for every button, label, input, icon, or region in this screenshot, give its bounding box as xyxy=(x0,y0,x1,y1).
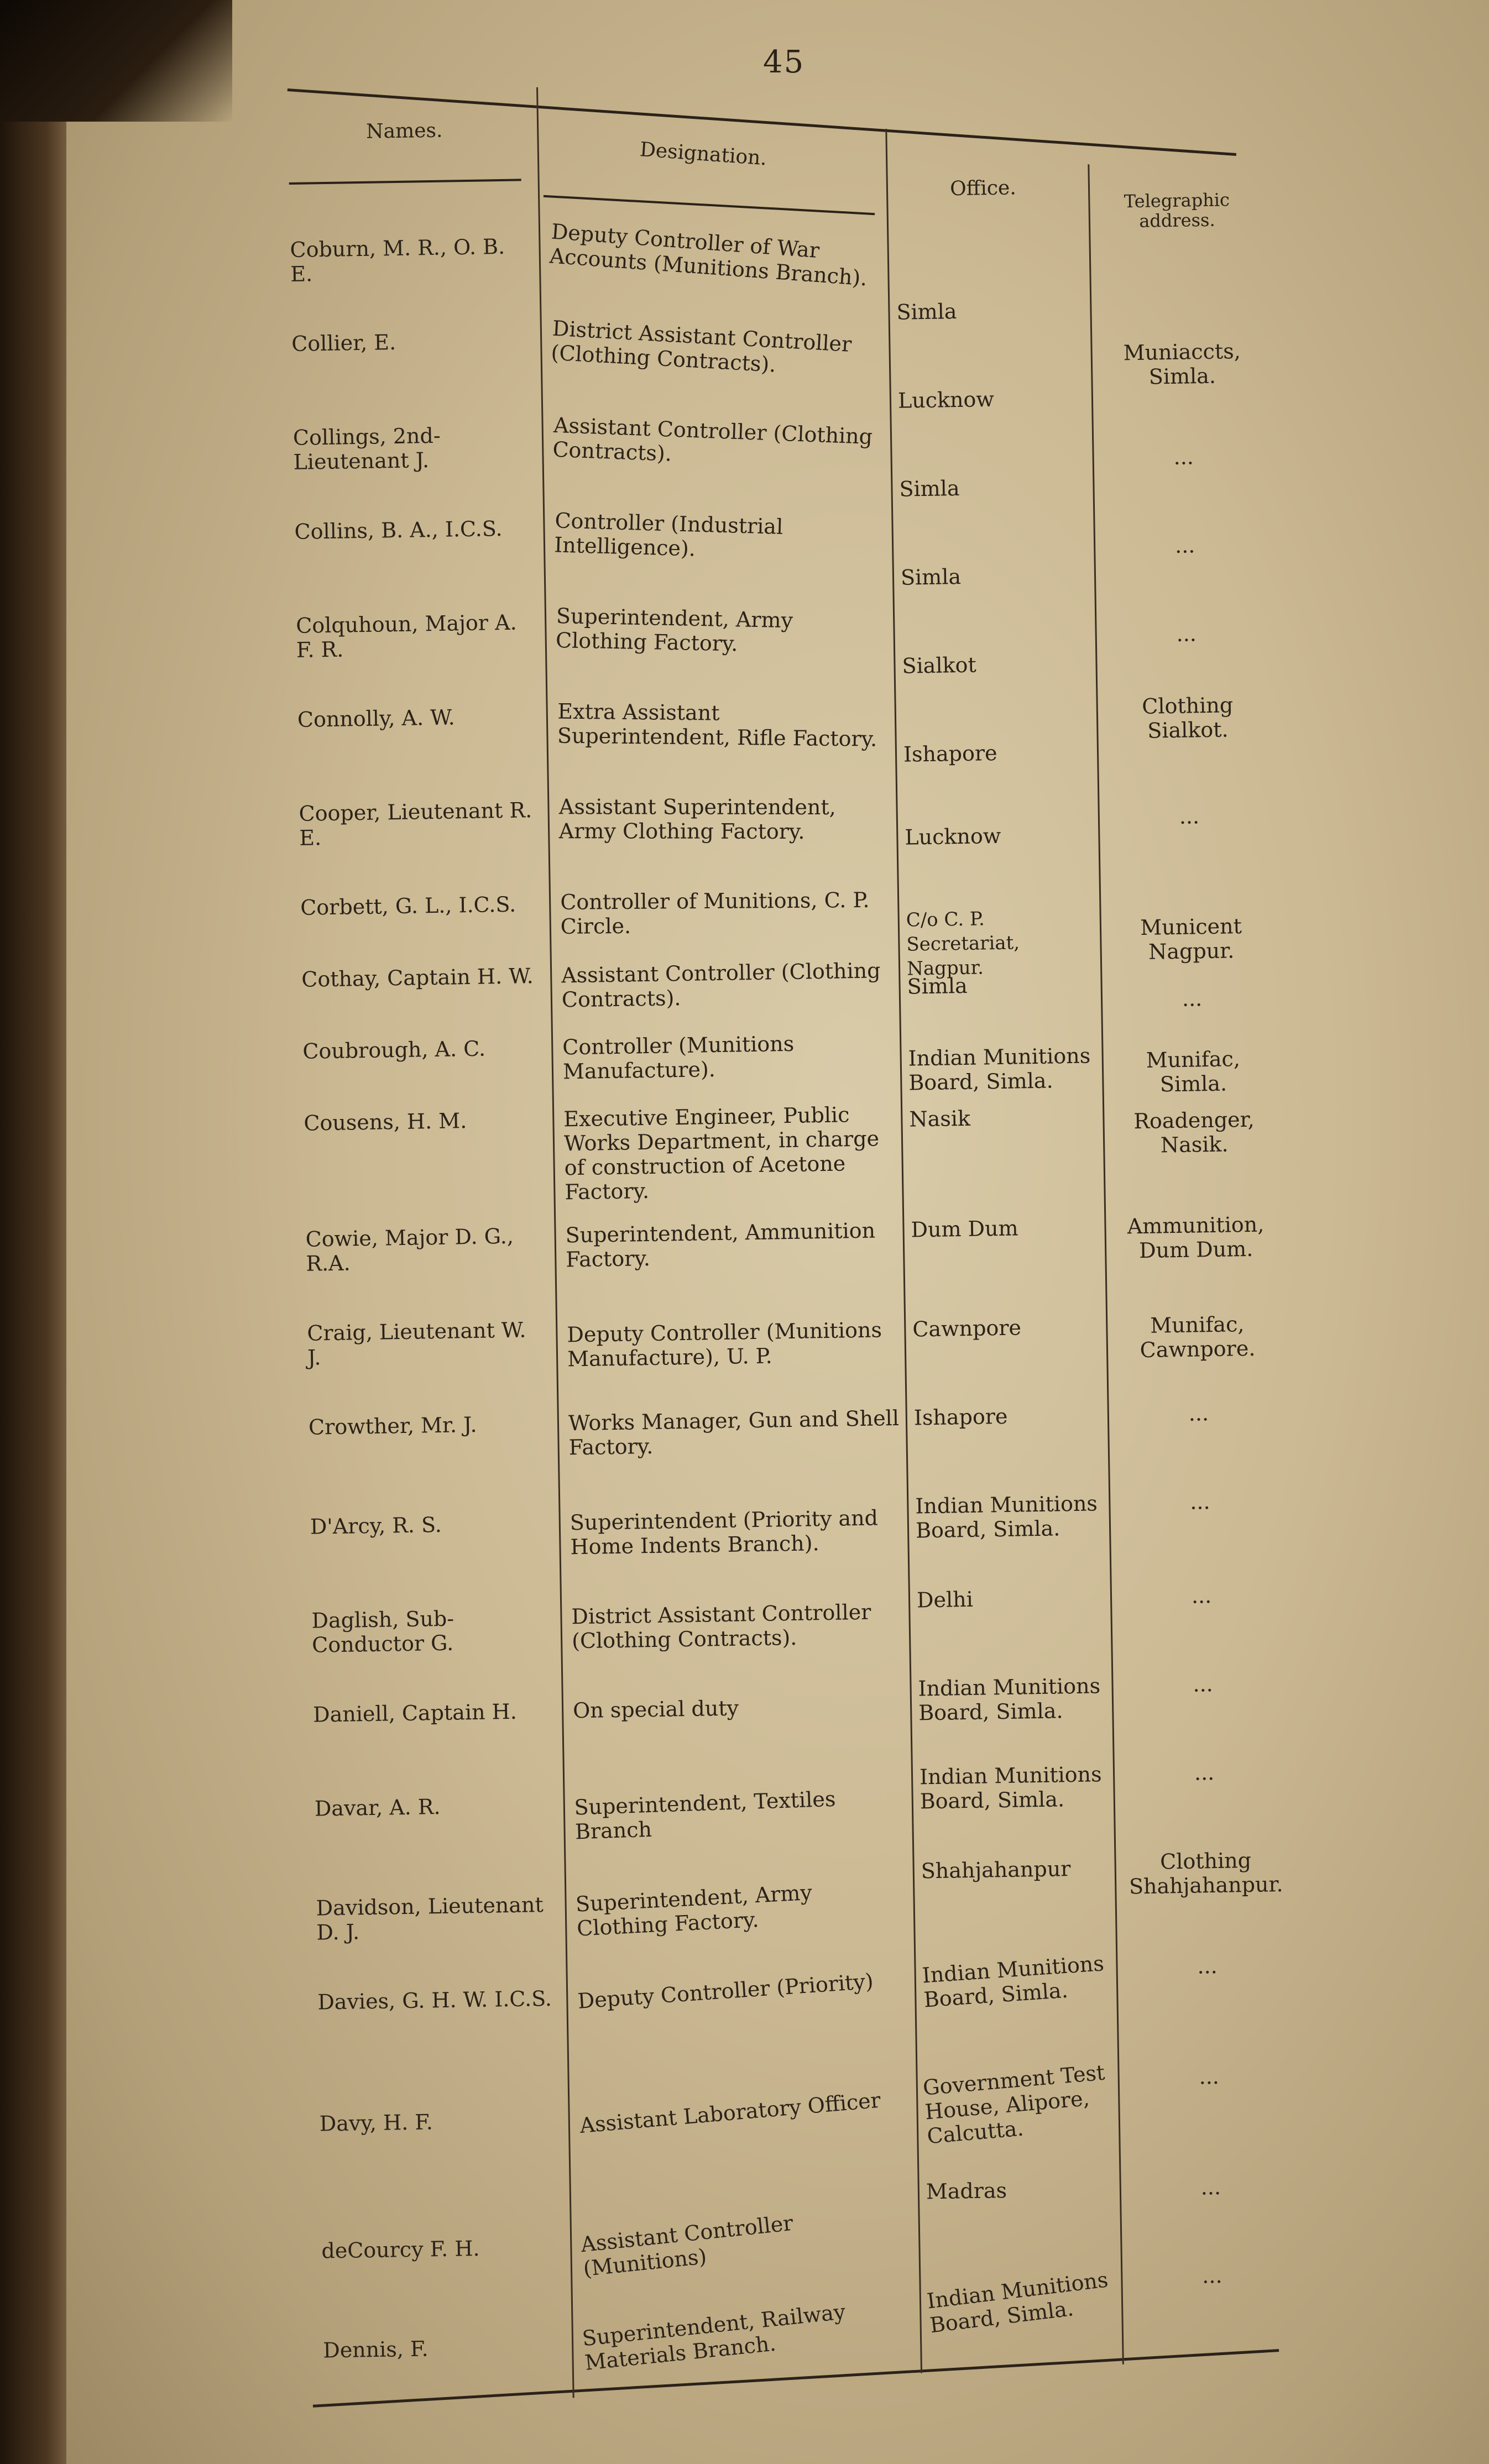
table-row xyxy=(292,411,1255,501)
row-designation: On special duty xyxy=(572,1696,739,1723)
row-office: Simla xyxy=(896,299,957,325)
row-designation: Controller (Industrial Intelligence). xyxy=(553,508,783,561)
row-telegraphic: ... xyxy=(1176,621,1197,646)
table-row xyxy=(304,1096,1266,1205)
row-telegraphic: Clothing Shahjahanpur. xyxy=(1128,1848,1283,1899)
row-designation: Works Manager, Gun and Shell Factory. xyxy=(568,1405,900,1460)
header-names: Names. xyxy=(365,119,443,143)
table-row xyxy=(312,1671,1274,1727)
row-telegraphic: Ammunition, Dum Dum. xyxy=(1127,1212,1265,1263)
header-office: Office. xyxy=(949,176,1017,201)
row-telegraphic: ... xyxy=(1191,1583,1212,1608)
table-row xyxy=(319,2060,1281,2149)
row-office: Indian Munitions Board, Simla. xyxy=(908,1043,1091,1095)
row-office: Government Test House, Alipore, Calcutta. xyxy=(922,2060,1106,2149)
page-number: 45 xyxy=(763,44,805,80)
row-designation: Superintendent, Textiles Branch xyxy=(573,1786,836,1844)
row-designation: Assistant Controller (Clothing Contracts). xyxy=(552,412,873,466)
row-name: Coburn, M. R., O. B. E. xyxy=(290,234,505,286)
header-telegraphic: Telegraphic address. xyxy=(1124,189,1230,232)
row-designation: Deputy Controller (Munitions Manufacture), U. P. xyxy=(567,1317,882,1372)
row-office: Nasik xyxy=(909,1106,971,1132)
row-telegraphic: ... xyxy=(1179,804,1200,829)
row-name: Collins, B. A., I.C.S. xyxy=(294,516,503,544)
row-name: Connolly, A. W. xyxy=(297,705,456,732)
row-telegraphic: Munifac, Cawnpore. xyxy=(1140,1312,1256,1363)
row-designation: Deputy Controller of War Accounts (Munitions Branch). xyxy=(548,219,868,291)
row-designation: Superintendent (Priority and Home Indents Branch). xyxy=(570,1505,879,1560)
table-row xyxy=(305,1212,1267,1276)
row-designation: Assistant Controller (Clothing Contracts). xyxy=(561,958,881,1012)
table-row xyxy=(297,693,1260,767)
row-designation: Superintendent, Army Clothing Factory. xyxy=(555,604,793,656)
row-designation: Controller of Munitions, C. P. Circle. xyxy=(560,887,870,939)
row-designation: Controller (Munitions Manufacture). xyxy=(562,1031,795,1084)
table-row xyxy=(315,1848,1283,1945)
row-designation: Assistant Laboratory Officer xyxy=(578,2088,882,2138)
row-office: Simla xyxy=(899,475,960,501)
table-row xyxy=(322,2262,1284,2376)
row-telegraphic: Munifac, Simla. xyxy=(1146,1047,1241,1097)
row-designation: District Assistant Controller (Clothing Contracts). xyxy=(571,1599,871,1654)
row-name: Cothay, Captain H. W. xyxy=(301,964,534,992)
row-telegraphic: ... xyxy=(1199,2064,1220,2089)
table-row xyxy=(321,2174,1283,2282)
row-telegraphic: ... xyxy=(1197,1954,1218,1979)
row-telegraphic: ... xyxy=(1173,444,1194,469)
row-name: Davies, G. H. W. I.C.S. xyxy=(317,1986,552,2015)
row-office: Indian Munitions Board, Simla. xyxy=(921,1951,1105,2012)
book-corner-shadow xyxy=(0,0,232,122)
row-name: Davar, A. R. xyxy=(314,1795,441,1821)
header-designation: Designation. xyxy=(639,138,768,170)
row-office: Shahjahanpur xyxy=(921,1856,1071,1884)
row-office: Dum Dum xyxy=(911,1216,1018,1242)
row-designation: Extra Assistant Superintendent, Rifle Factory. xyxy=(557,699,877,751)
row-telegraphic: Clothing Sialkot. xyxy=(1141,693,1234,743)
row-telegraphic: ... xyxy=(1200,2174,1221,2200)
row-office: Madras xyxy=(926,2178,1007,2204)
row-name: Corbett, G. L., I.C.S. xyxy=(300,892,516,920)
row-name: Daniell, Captain H. xyxy=(312,1699,518,1727)
row-telegraphic: ... xyxy=(1174,533,1195,558)
row-name: Davy, H. F. xyxy=(319,2110,433,2136)
row-designation: Assistant Superintendent, Army Clothing Factory. xyxy=(558,794,836,844)
row-office: Indian Munitions Board, Simla. xyxy=(918,1673,1101,1725)
row-office: Lucknow xyxy=(905,823,1001,850)
row-telegraphic: ... xyxy=(1201,2263,1222,2288)
row-name: Davidson, Lieutenant D. J. xyxy=(316,1892,544,1945)
row-office: Indian Munitions Board, Simla. xyxy=(926,2267,1110,2338)
row-telegraphic: Roadenger, Nasik. xyxy=(1133,1107,1255,1158)
row-name: Coubrough, A. C. xyxy=(302,1036,486,1064)
table-row xyxy=(310,1488,1272,1560)
row-designation: Superintendent, Ammunition Factory. xyxy=(565,1218,876,1272)
row-office: Ishapore xyxy=(903,740,997,767)
table-row xyxy=(294,505,1256,590)
row-name: Collier, E. xyxy=(291,329,396,356)
column-rule-3 xyxy=(1088,164,1124,2364)
table-row xyxy=(308,1400,1271,1460)
row-name: Craig, Lieutenant W. J. xyxy=(307,1317,526,1370)
table-row xyxy=(295,599,1258,678)
row-telegraphic: ... xyxy=(1194,1760,1215,1785)
row-telegraphic: Muniaccts, Simla. xyxy=(1123,338,1241,389)
row-name: Dennis, F. xyxy=(322,2336,429,2363)
row-name: Cowie, Major D. G., R.A. xyxy=(305,1223,514,1276)
table-row xyxy=(317,1951,1279,2015)
table-row xyxy=(299,787,1261,850)
row-office: Sialkot xyxy=(902,652,977,678)
row-office: Ishapore xyxy=(913,1404,1008,1430)
row-name: Collings, 2nd-Lieutenant J. xyxy=(292,423,441,474)
names-header-rule xyxy=(289,179,521,185)
table-row xyxy=(314,1759,1276,1844)
row-telegraphic: ... xyxy=(1188,1401,1209,1426)
table-row xyxy=(311,1582,1273,1657)
row-designation: Assistant Controller (Munitions) xyxy=(579,2210,795,2282)
table-row xyxy=(302,1024,1265,1097)
row-telegraphic: ... xyxy=(1189,1489,1210,1514)
table-row xyxy=(291,316,1253,413)
row-name: Cousens, H. M. xyxy=(304,1108,467,1136)
row-office: Simla xyxy=(907,973,968,999)
row-office: Cawnpore xyxy=(912,1315,1022,1342)
row-name: Cooper, Lieutenant R. E. xyxy=(299,798,532,850)
row-designation: Deputy Controller (Priority) xyxy=(577,1969,874,2013)
designation-header-rule xyxy=(544,195,875,215)
row-office: Simla xyxy=(900,564,962,590)
row-telegraphic: Municent Nagpur. xyxy=(1140,914,1242,964)
row-designation: Superintendent, Army Clothing Factory. xyxy=(574,1880,813,1941)
row-name: D'Arcy, R. S. xyxy=(310,1512,442,1539)
row-name: deCourcy F. H. xyxy=(321,2236,480,2263)
row-telegraphic: ... xyxy=(1193,1672,1214,1697)
row-office: Lucknow xyxy=(897,386,995,413)
row-designation: District Assistant Controller (Clothing Contracts). xyxy=(550,316,853,377)
row-name: Crowther, Mr. J. xyxy=(308,1412,477,1440)
row-designation: Executive Engineer, Public Works Department, in charge of construction of Acetone Factory. xyxy=(563,1102,880,1205)
row-office: C/o C. P. Secretariat, Nagpur. xyxy=(906,908,1020,980)
row-office: Delhi xyxy=(916,1587,974,1613)
row-name: Colquhoun, Major A. F. R. xyxy=(295,610,517,662)
row-office: Indian Munitions Board, Simla. xyxy=(919,1762,1102,1814)
directory-table xyxy=(288,74,1286,2410)
table-row xyxy=(290,219,1252,325)
row-designation: Superintendent, Railway Materials Branch. xyxy=(581,2299,847,2376)
row-name: Daglish, Sub-Conductor G. xyxy=(311,1606,454,1657)
row-telegraphic: ... xyxy=(1182,986,1203,1011)
table-row xyxy=(307,1306,1269,1372)
book-gutter-shadow xyxy=(0,0,77,2464)
row-office: Indian Munitions Board, Simla. xyxy=(915,1491,1098,1543)
